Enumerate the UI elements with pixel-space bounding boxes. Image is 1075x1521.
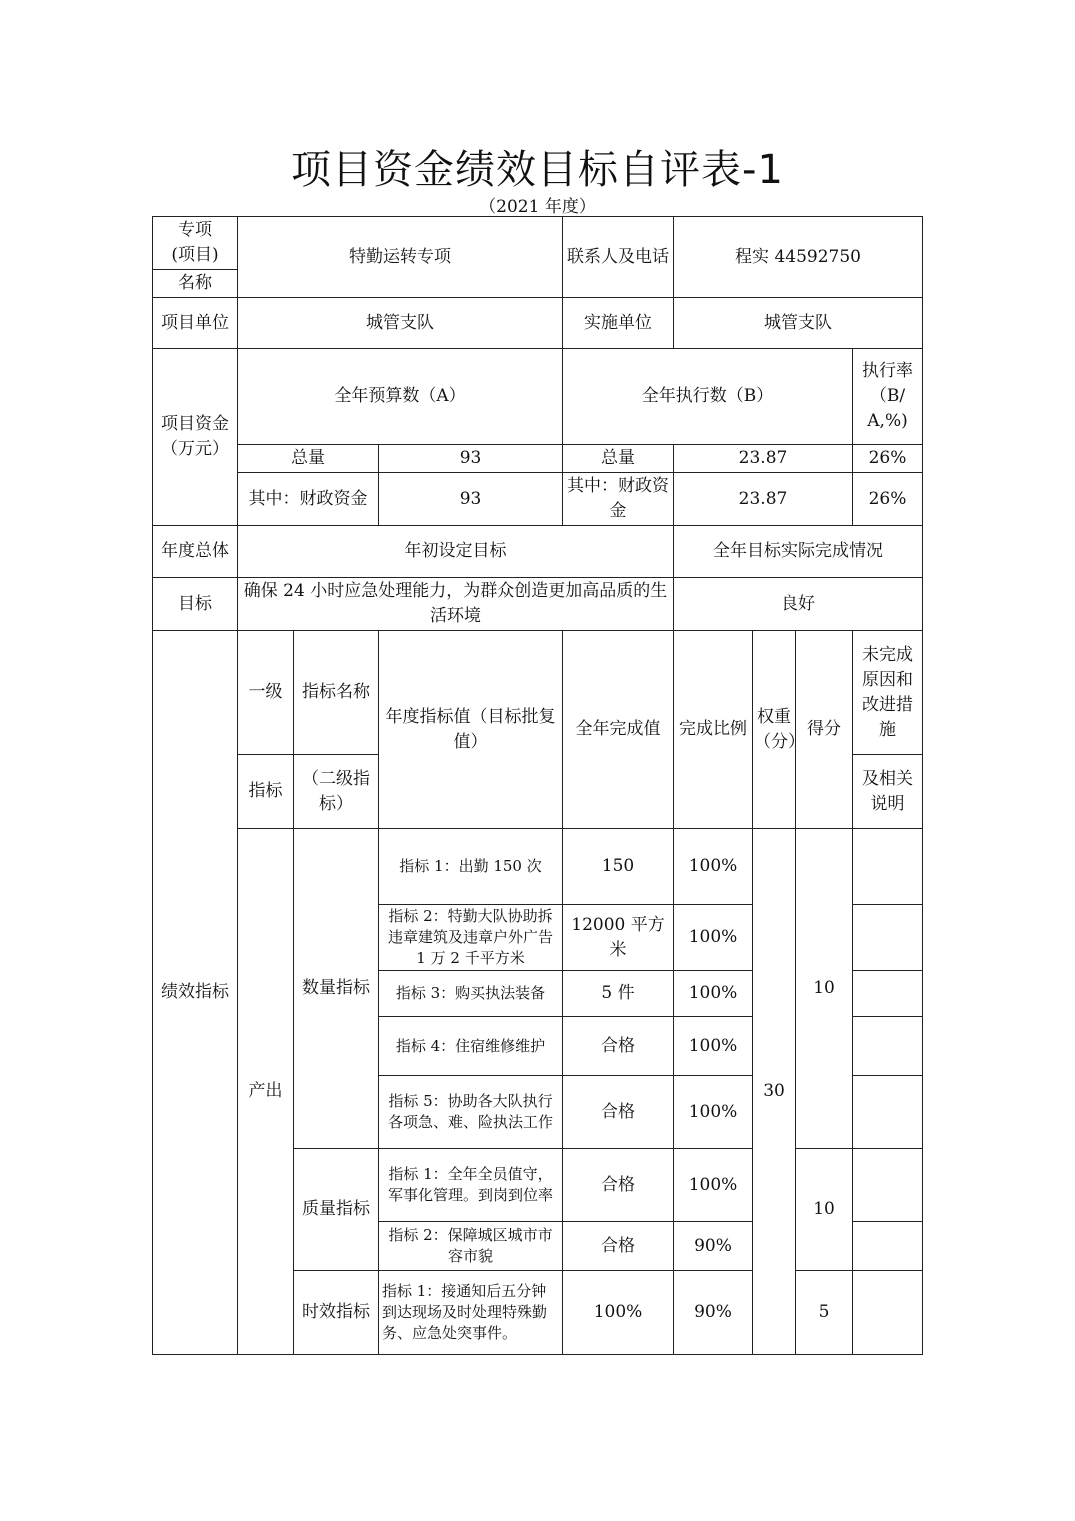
col-actual: 全年完成值 bbox=[563, 631, 674, 829]
project-label-name: 名称 bbox=[153, 270, 238, 298]
fiscal-label: 其中：财政资金 bbox=[238, 473, 379, 526]
impl-label: 实施单位 bbox=[563, 298, 674, 349]
indicator-reason bbox=[853, 829, 923, 905]
group-timeliness-score: 5 bbox=[796, 1271, 853, 1355]
indicator-ratio: 100% bbox=[674, 1017, 753, 1076]
fiscal-exec-label: 其中：财政资金 bbox=[563, 473, 674, 526]
indicator-actual: 合格 bbox=[563, 1222, 674, 1271]
indicator-reason bbox=[853, 1076, 923, 1149]
indicator-reason bbox=[853, 1149, 923, 1222]
indicator-target: 指标 2：特勤大队协助拆违章建筑及违章户外广告 1 万 2 千平方米 bbox=[379, 905, 563, 971]
indicator-target: 指标 5：协助各大队执行各项急、难、险执法工作 bbox=[379, 1076, 563, 1149]
group-quantity-score: 10 bbox=[796, 829, 853, 1149]
group-quality-name: 质量指标 bbox=[294, 1149, 379, 1271]
fiscal-rate: 26% bbox=[853, 473, 923, 526]
col-ratio: 完成比例 bbox=[674, 631, 753, 829]
col-name-a: 指标名称 bbox=[294, 631, 379, 755]
indicator-reason bbox=[853, 1271, 923, 1355]
contact-value: 程实 44592750 bbox=[674, 217, 923, 298]
indicator-ratio: 90% bbox=[674, 1271, 753, 1355]
indicator-actual: 12000 平方米 bbox=[563, 905, 674, 971]
indicator-target: 指标 2：保障城区城市市容市貌 bbox=[379, 1222, 563, 1271]
group-quantity-name: 数量指标 bbox=[294, 829, 379, 1149]
indicator-actual: 合格 bbox=[563, 1076, 674, 1149]
unit-value: 城管支队 bbox=[238, 298, 563, 349]
col-name-b: （二级指标） bbox=[294, 755, 379, 829]
group-timeliness-name: 时效指标 bbox=[294, 1271, 379, 1355]
indicator-target: 指标 1：出勤 150 次 bbox=[379, 829, 563, 905]
group-quality-score: 10 bbox=[796, 1149, 853, 1271]
col-level1-b: 指标 bbox=[238, 755, 294, 829]
col-target: 年度指标值（目标批复值） bbox=[379, 631, 563, 829]
impl-value: 城管支队 bbox=[674, 298, 923, 349]
rate-label: 执行率（B/A,%) bbox=[853, 349, 923, 445]
total-exec: 23.87 bbox=[674, 445, 853, 473]
indicator-ratio: 100% bbox=[674, 1076, 753, 1149]
indicators-section-label: 绩效指标 bbox=[153, 631, 238, 1355]
budget-label: 全年预算数（A） bbox=[238, 349, 563, 445]
indicator-reason bbox=[853, 1017, 923, 1076]
indicator-actual: 150 bbox=[563, 829, 674, 905]
indicator-actual: 100% bbox=[563, 1271, 674, 1355]
indicator-reason bbox=[853, 1222, 923, 1271]
funds-label: 项目资金（万元） bbox=[153, 349, 238, 526]
indicator-ratio: 100% bbox=[674, 1149, 753, 1222]
indicator-reason bbox=[853, 971, 923, 1017]
goals-label-1: 年度总体 bbox=[153, 526, 238, 578]
total-label: 总量 bbox=[238, 445, 379, 473]
unit-label: 项目单位 bbox=[153, 298, 238, 349]
total-exec-label: 总量 bbox=[563, 445, 674, 473]
fiscal-budget: 93 bbox=[379, 473, 563, 526]
indicator-actual: 合格 bbox=[563, 1149, 674, 1222]
indicator-target: 指标 4：住宿维修维护 bbox=[379, 1017, 563, 1076]
indicator-ratio: 100% bbox=[674, 971, 753, 1017]
performance-table bbox=[152, 216, 923, 1355]
total-rate: 26% bbox=[853, 445, 923, 473]
indicator-ratio: 100% bbox=[674, 905, 753, 971]
indicator-reason bbox=[853, 905, 923, 971]
project-label: 专项 (项目) bbox=[153, 217, 238, 270]
total-budget: 93 bbox=[379, 445, 563, 473]
actual-goal-label: 全年目标实际完成情况 bbox=[674, 526, 923, 578]
indicator-actual: 5 件 bbox=[563, 971, 674, 1017]
goals-label-2: 目标 bbox=[153, 578, 238, 631]
indicator-target: 指标 1：接通知后五分钟到达现场及时处理特殊勤务、应急处突事件。 bbox=[379, 1271, 563, 1355]
col-weight: 权重（分） bbox=[753, 631, 796, 829]
weight-total: 30 bbox=[753, 829, 796, 1355]
indicator-target: 指标 3：购买执法装备 bbox=[379, 971, 563, 1017]
actual-goal-value: 良好 bbox=[674, 578, 923, 631]
initial-goal-label: 年初设定目标 bbox=[238, 526, 674, 578]
page-title: 项目资金绩效目标自评表-1 bbox=[291, 147, 784, 193]
page-subtitle: （2021 年度） bbox=[479, 197, 596, 217]
contact-label: 联系人及电话 bbox=[563, 217, 674, 298]
initial-goal-value: 确保 24 小时应急处理能力，为群众创造更加高品质的生活环境 bbox=[238, 578, 674, 631]
indicator-ratio: 100% bbox=[674, 829, 753, 905]
col-reason-a: 未完成原因和改进措施 bbox=[853, 631, 923, 755]
fiscal-exec: 23.87 bbox=[674, 473, 853, 526]
indicator-ratio: 90% bbox=[674, 1222, 753, 1271]
level1-output: 产出 bbox=[238, 829, 294, 1355]
exec-label: 全年执行数（B） bbox=[563, 349, 853, 445]
project-name: 特勤运转专项 bbox=[238, 217, 563, 298]
indicator-target: 指标 1：全年全员值守，军事化管理。到岗到位率 bbox=[379, 1149, 563, 1222]
col-score: 得分 bbox=[796, 631, 853, 829]
col-level1-a: 一级 bbox=[238, 631, 294, 755]
col-reason-b: 及相关说明 bbox=[853, 755, 923, 829]
indicator-actual: 合格 bbox=[563, 1017, 674, 1076]
